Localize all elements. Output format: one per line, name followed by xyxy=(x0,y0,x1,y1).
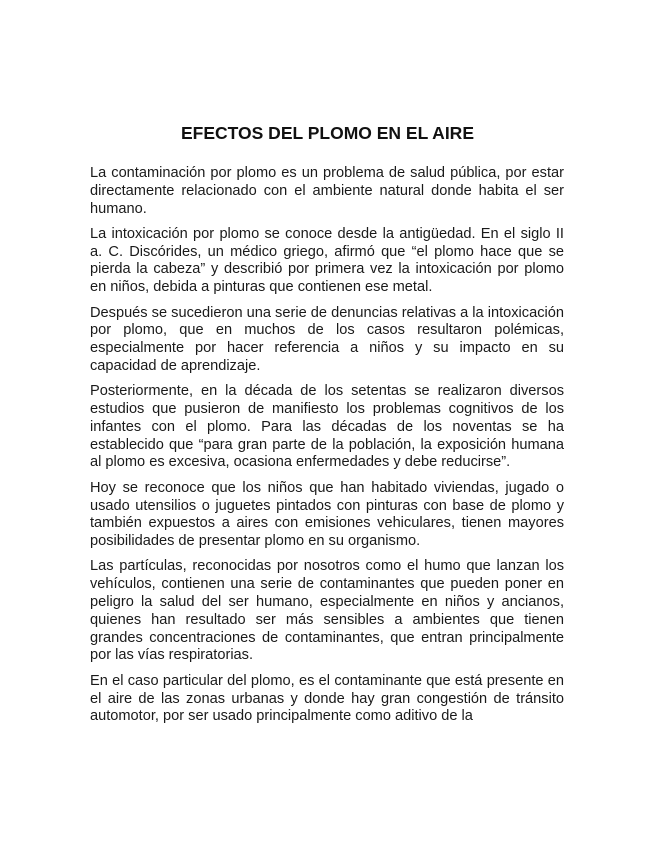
paragraph: Las partículas, reconocidas por nosotros como el humo que lanzan los vehículos, contienen una serie de contaminantes que pueden poner en peligro la salud del ser humano, especialmente en niños y ancianos, quienes han resultado ser más sensibles a ambientes que tienen grandes concentraciones de contaminantes, que entran principalmente por las vías respiratorias. xyxy=(90,558,564,664)
paragraph: Posteriormente, en la década de los setentas se realizaron diversos estudios que pusieron de manifiesto los problemas cognitivos de los infantes con el plomo. Para las décadas de los noventas se ha establecido que “para gran parte de la población, la exposición humana al plomo es excesiva, ocasiona enfermedades y debe reducirse”. xyxy=(90,383,564,471)
document-title: EFECTOS DEL PLOMO EN EL AIRE xyxy=(180,123,474,143)
paragraph: Hoy se reconoce que los niños que han habitado viviendas, jugado o usado utensilios o juguetes pintados con pinturas con base de plomo y también expuestos a aires con emisiones vehiculares, tienen mayores posibilidades de presentar plomo en su organismo. xyxy=(90,479,564,550)
paragraph: Después se sucedieron una serie de denuncias relativas a la intoxicación por plomo, que en muchos de los casos resultaron polémicas, especialmente por hacer referencia a niños y su impacto en su capacidad de aprendizaje. xyxy=(90,304,564,374)
document-body xyxy=(90,165,564,734)
paragraph: En el caso particular del plomo, es el contaminante que está presente en el aire de las zonas urbanas y donde hay gran congestión de tránsito automotor, por ser usado principalmente como aditivo de la xyxy=(90,672,564,725)
paragraph: La contaminación por plomo es un problema de salud pública, por estar directamente relacionado con el ambiente natural donde habita el ser humano. xyxy=(90,165,564,217)
paragraph: La intoxicación por plomo se conoce desde la antigüedad. En el siglo II a. C. Discórides, un médico griego, afirmó que “el plomo hace que se pierda la cabeza” y describió por primera vez la intoxicación por plomo en niños, debida a pinturas que contienen ese metal. xyxy=(90,225,564,296)
